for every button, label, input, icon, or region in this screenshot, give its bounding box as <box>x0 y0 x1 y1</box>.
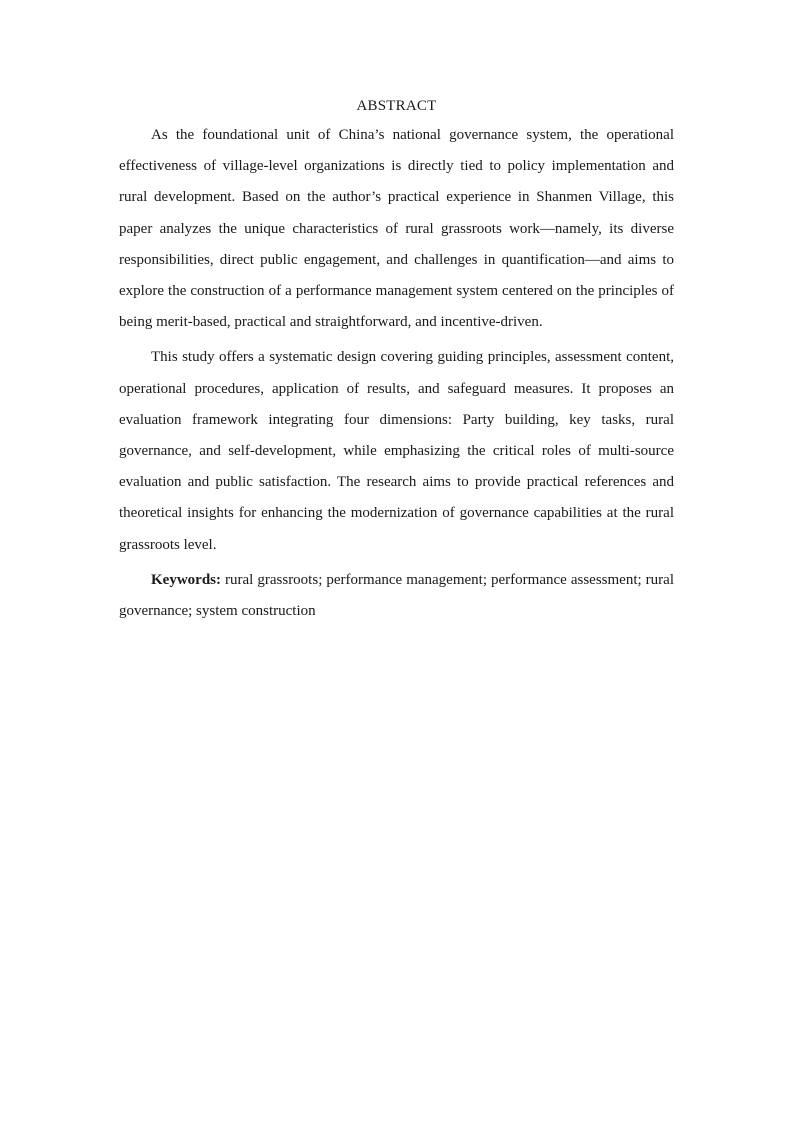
abstract-paragraph-1: As the foundational unit of China’s national governance system, the operational effectiveness of village-level organizations is directly tied to policy implementation and rural development. Based on the author’s practical experience in Shanmen Village, this paper analyzes the unique characteristics of rural grassroots work—namely, its diverse responsibilities, direct public engagement, and challenges in quantification—and aims to explore the construction of a performance management system centered on the principles of being merit-based, practical and straightforward, and incentive-driven. <box>119 127 674 331</box>
keywords-line <box>119 565 674 627</box>
abstract-title: ABSTRACT <box>356 98 437 114</box>
keywords-label: Keywords: <box>151 571 221 588</box>
abstract-page <box>119 92 674 627</box>
abstract-paragraph-2: This study offers a systematic design covering guiding principles, assessment content, operational procedures, application of results, and safeguard measures. It proposes an evaluation framework integrating four dimensions: Party building, key tasks, rural governance, and self-development, while emphasizing the critical roles of multi-source evaluation and public satisfaction. The research aims to provide practical references and theoretical insights for enhancing the modernization of governance capabilities at the rural grassroots level. <box>119 349 674 553</box>
keywords-text: rural grassroots; performance management; performance assessment; rural governance; system construction <box>119 571 674 620</box>
